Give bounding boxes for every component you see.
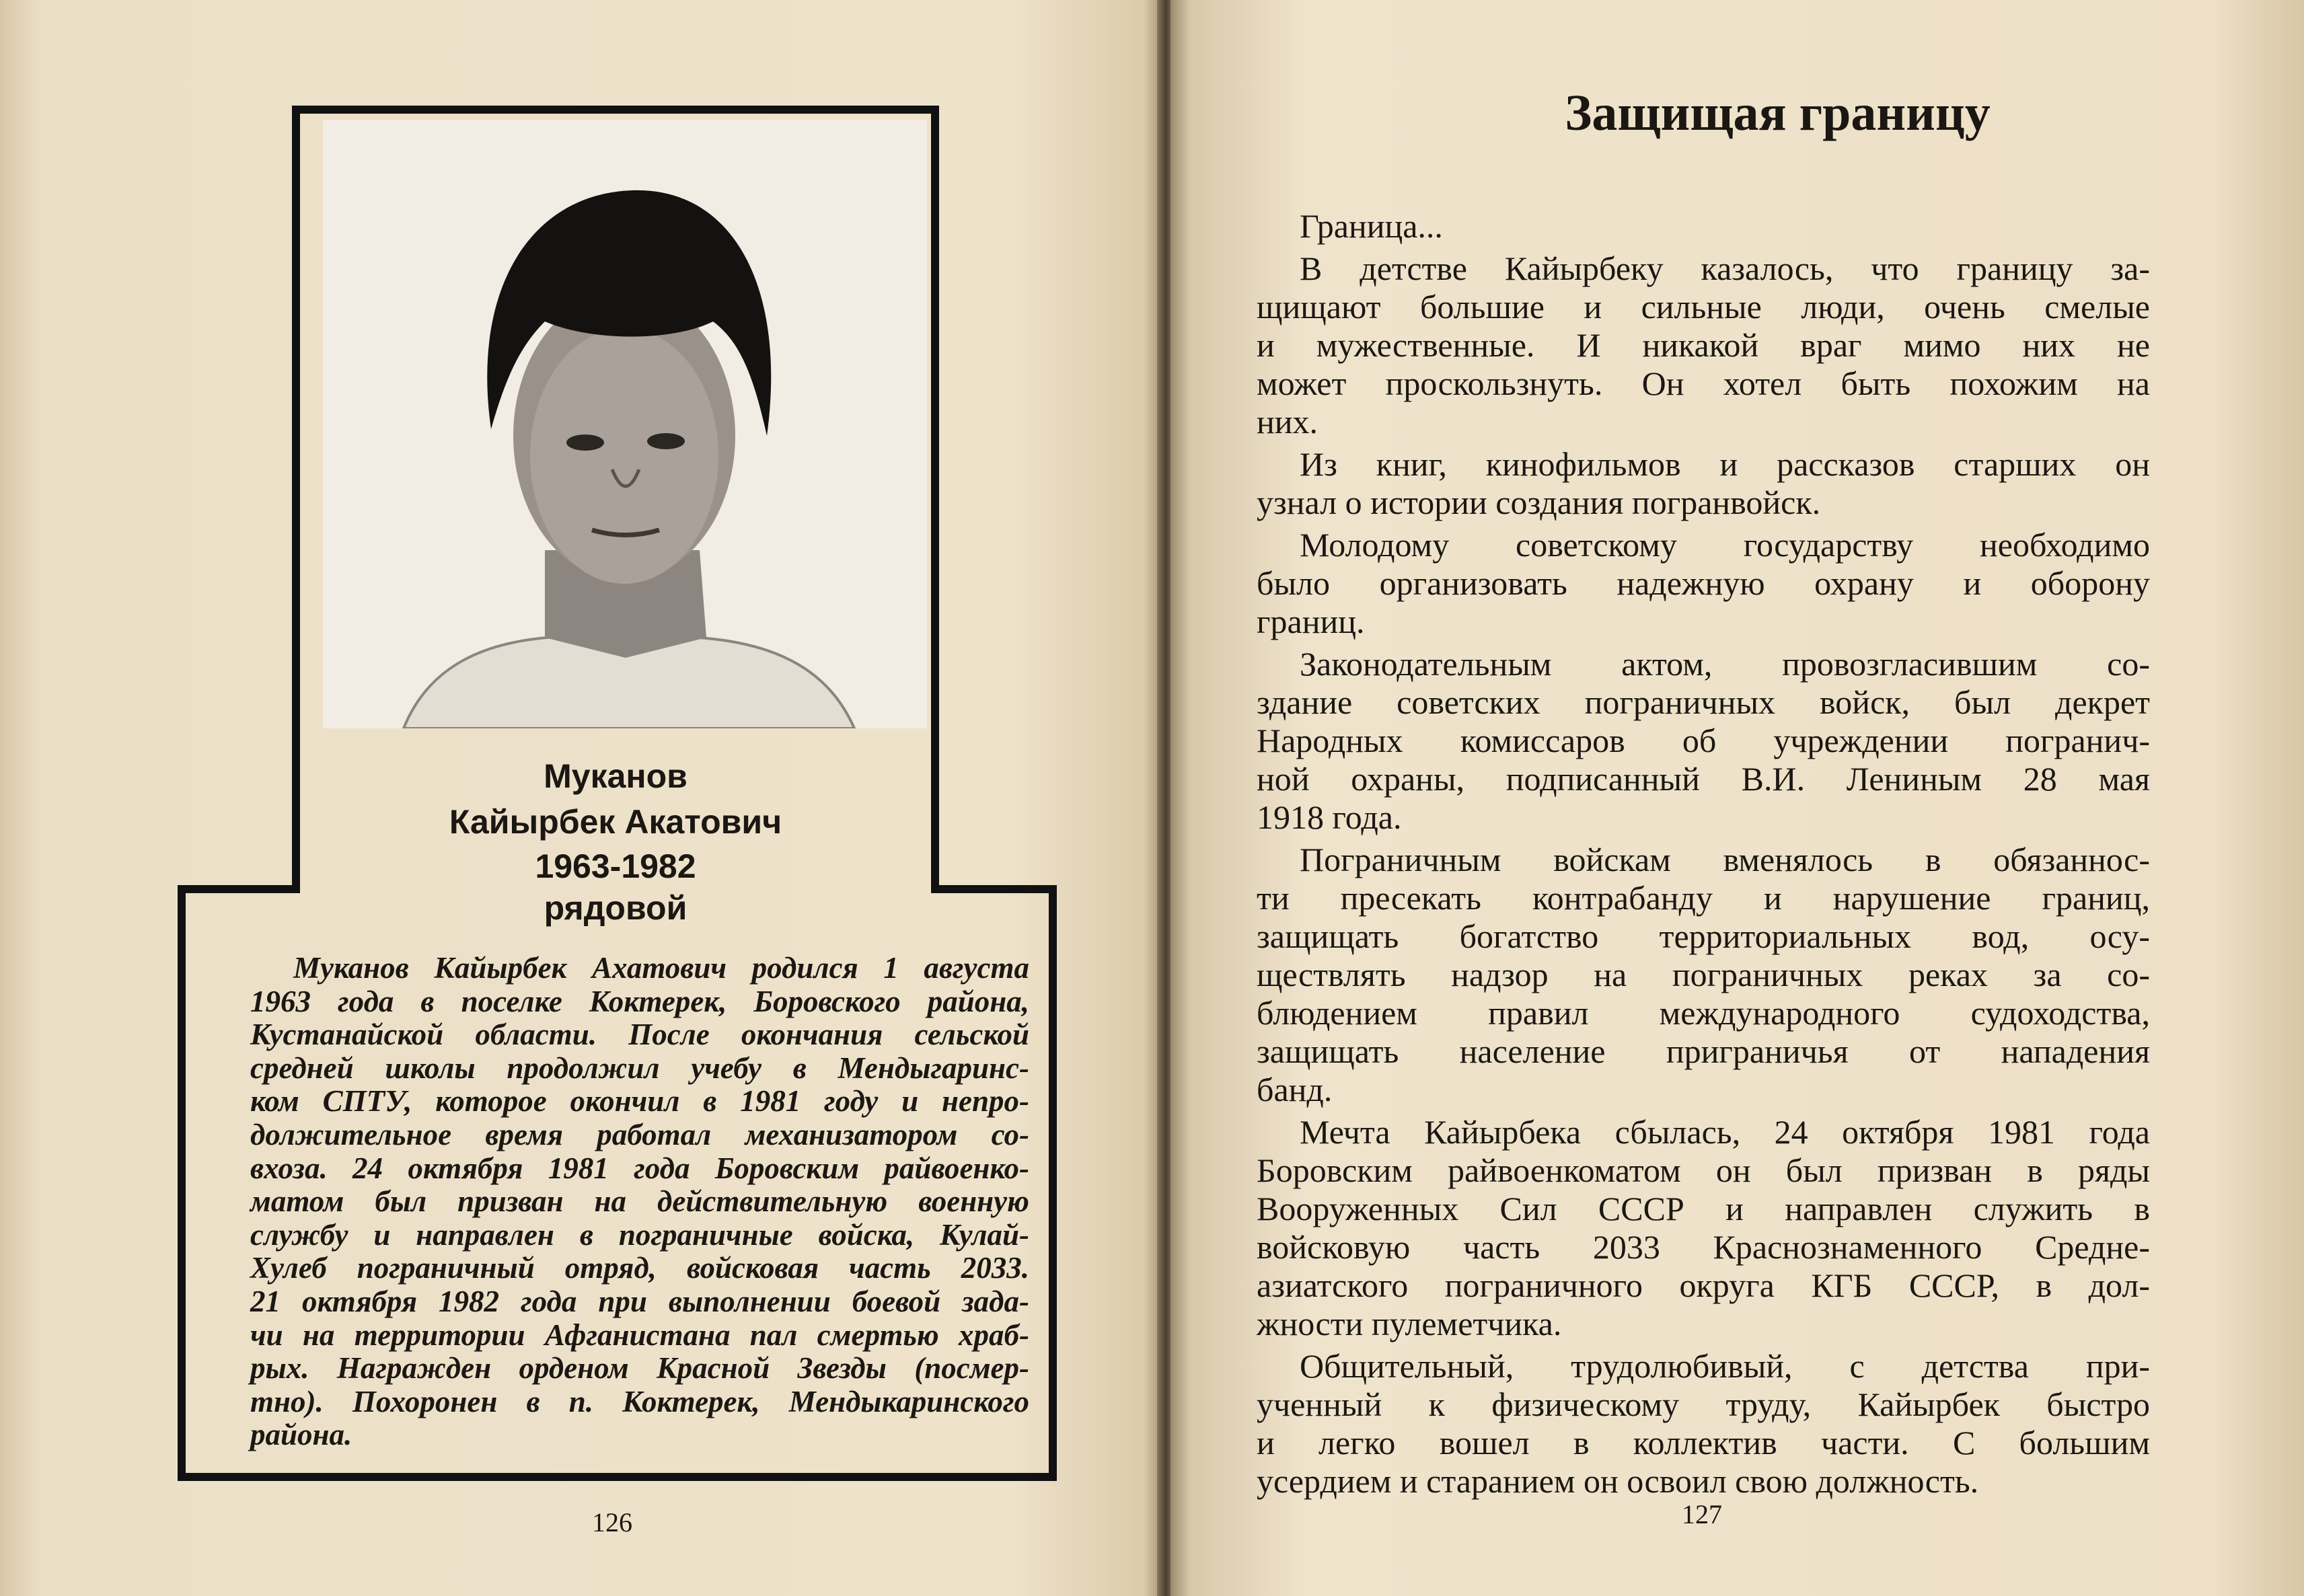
text-line: Мечта Кайырбека сбылась, 24 октября 1981 года (1300, 1113, 2150, 1151)
text-line: войсковую часть 2033 Краснознаменного Средне- (1257, 1228, 2150, 1266)
paragraph (1257, 841, 2150, 1109)
bio-line: 1963 года в поселке Коктерек, Боровского района, (250, 984, 1029, 1018)
text-line: границ. (1257, 603, 1365, 640)
text-line: щищают большие и сильные люди, очень смелые (1257, 288, 2150, 326)
text-line: Боровским райвоенкоматом он был призван в ряды (1257, 1151, 2150, 1189)
page-number-left: 126 (592, 1507, 632, 1537)
bio-line: вхоза. 24 октября 1981 года Боровским райвоенко- (250, 1151, 1029, 1185)
text-line: Вооруженных Сил СССР и направлен служить в (1257, 1190, 2150, 1227)
text-line: и легко вошел в коллектив части. С большим (1257, 1424, 2150, 1461)
text-line: защищать богатство территориальных вод, осу- (1257, 917, 2150, 955)
paragraph (1257, 526, 2150, 641)
bio-line: матом был призван на действительную военную (250, 1184, 1029, 1219)
paragraph (1257, 1347, 2150, 1500)
caption-years: 1963-1982 (535, 847, 696, 885)
text-line: Пограничным войскам вменялось в обязаннос- (1300, 841, 2150, 878)
page-number-right: 127 (1682, 1499, 1722, 1529)
biography-text (250, 952, 1029, 1452)
text-line: и мужественные. И никакой враг мимо них не (1257, 326, 2150, 364)
text-line: азиатского пограничного округа КГБ СССР, в дол- (1257, 1266, 2150, 1304)
text-line: Молодому советскому государству необходимо (1300, 526, 2150, 564)
caption-surname: Муканов (544, 757, 688, 795)
bio-line: Кустанайской области. После окончания сельской (250, 1018, 1029, 1052)
bio-line: Муканов Кайырбек Ахатович родился 1 августа (293, 951, 1029, 985)
text-line: узнал о истории создания погранвойск. (1257, 484, 1821, 521)
text-line: ществлять надзор на пограничных реках за со- (1257, 956, 2150, 993)
text-line: В детстве Кайырбеку казалось, что границу за- (1300, 250, 2150, 287)
text-line: Общительный, трудолюбивый, с детства при- (1300, 1347, 2150, 1385)
text-line: защищать население приграничья от нападения (1257, 1032, 2150, 1070)
bio-line: тно). Похоронен в п. Коктерек, Мендыкаринского (250, 1384, 1029, 1418)
text-line: Законодательным актом, провозгласившим со- (1300, 645, 2150, 683)
chapter-title: Защищая границу (1565, 85, 1991, 141)
paragraph (1257, 445, 2150, 522)
paragraph (1257, 250, 2150, 441)
bio-line: рых. Награжден орденом Красной Звезды (посмер- (250, 1351, 1029, 1385)
bio-line: должительное время работал механизатором со- (250, 1117, 1029, 1151)
paragraph (1257, 645, 2150, 837)
bio-line: района. (250, 1418, 352, 1452)
bio-line: ком СПТУ, которое окончил в 1981 году и непро- (250, 1084, 1029, 1118)
text-line: жности пулеметчика. (1257, 1305, 1562, 1342)
text-line: ти пресекать контрабанду и нарушение границ, (1257, 879, 2150, 917)
text-line: Граница... (1300, 207, 1443, 245)
caption-rank: рядовой (544, 889, 688, 927)
text-line: может проскользнуть. Он хотел быть похожим на (1257, 365, 2150, 402)
text-line: Из книг, кинофильмов и рассказов старших он (1300, 445, 2150, 483)
text-line: ной охраны, подписанный В.И. Лениным 28 мая (1257, 760, 2150, 798)
portrait-photo (323, 120, 927, 728)
text-line: Народных комиссаров об учреждении погранич- (1257, 722, 2150, 759)
bio-line: чи на территории Афганистана пал смертью храб- (250, 1318, 1029, 1352)
bio-line: службу и направлен в пограничные войска, Кулай- (250, 1217, 1029, 1252)
chapter-body (1257, 207, 2150, 1500)
paragraph (1257, 207, 2150, 245)
text-line: блюдением правил международного судоходства, (1257, 994, 2150, 1032)
text-line: банд. (1257, 1071, 1333, 1108)
caption-given-names: Кайырбек Акатович (449, 803, 782, 841)
text-line: ученный к физическому труду, Кайырбек быстро (1257, 1385, 2150, 1423)
bio-line: 21 октября 1982 года при выполнении боевой зада- (250, 1284, 1029, 1318)
text-line: усердием и старанием он освоил свою должность. (1257, 1462, 1979, 1500)
paragraph (1257, 1113, 2150, 1343)
text-line: было организовать надежную охрану и оборону (1257, 564, 2150, 602)
bio-line: Хулеб пограничный отряд, войсковая часть 2033. (250, 1251, 1029, 1285)
text-line: здание советских пограничных войск, был декрет (1257, 683, 2150, 721)
text-line: 1918 года. (1257, 798, 1402, 836)
right-page (1170, 0, 2304, 1596)
bio-line: средней школы продолжил учебу в Мендыгаринс- (250, 1051, 1029, 1085)
text-line: них. (1257, 403, 1318, 441)
